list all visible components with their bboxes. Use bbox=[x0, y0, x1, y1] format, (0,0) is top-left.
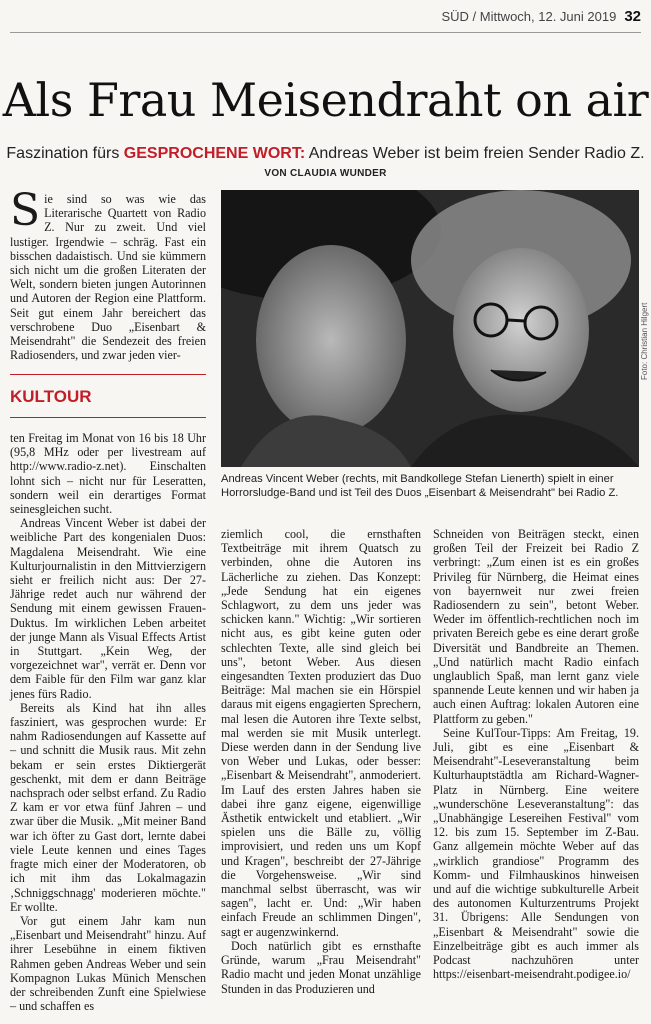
column-3 bbox=[433, 527, 639, 982]
kultour-label: KULTOUR bbox=[10, 387, 92, 406]
author-byline: VON CLAUDIA WUNDER bbox=[264, 168, 387, 179]
tipps-paragraph: Seine KulTour-Tipps: Am Freitag, 19. Juli, gibt es eine „Eisenbart & Meisendraht"-Leseveranstaltung beim Kulturhauptstädtla am Richard-Wagner-Platz in Nürnberg. Eine weitere „wunderschöne Leseveranstaltung": das „Unabhängige Lesereihen Festival" vom 12. bis zum 15. September im Z-Bau. Ganz allgemein möchte Weber auf das „wirklich grandiose" Programm des Komm- und Filmhauskinos hinweisen und auf die wichtige subkulturelle Arbeit des autonomen Kulturzentrums Projekt 31. Übrigens: Alle Sendungen von „Eisenbart & Meisendraht" sowie die Einzelbeiträge gibt es auch immer als Podcast nachzuhören unter https://eisenbart-meisendraht.podigee.io/ bbox=[433, 725, 639, 982]
paragraph: Andreas Vincent Weber ist dabei der weibliche Part des kongenialen Duos: Magdalena Meisendraht. Wie eine Kulturjournalistin in den Mittvierzigern sieht er freilich nicht aus: Der 27-Jährige redet auch nur während der Sendung mit einem gewissen Frauen-Duktus. Im wirklichen Leben arbeitet der junge Mann als Visual Effects Artist in Stuttgart. „Kein Weg, der vorgezeichnet war", verrät er. Denn vor dem Faible für den Film war ganz klar jenes fürs Radio. bbox=[10, 516, 206, 701]
dropcap: S bbox=[10, 185, 41, 236]
photo-credit: Foto: Christian Hilgert bbox=[640, 302, 649, 380]
paragraph: ten Freitag im Monat von 16 bis 18 Uhr (95,8 MHz oder per livestream auf http://www.radio-z.net). Einschalten lohnt sich – nicht nur für Leseratten, sondern weil ein derartiges Format seinesgleichen sucht. bbox=[10, 431, 206, 517]
subline-kicker: GESPROCHENE WORT: bbox=[123, 145, 306, 162]
subline-text: Andreas Weber ist beim freien Sender Radio Z. bbox=[305, 145, 645, 162]
page-header bbox=[0, 8, 641, 30]
column-2 bbox=[221, 527, 421, 996]
paragraph: ziemlich cool, die ernsthaften Textbeiträge mit ihrem Quatsch zu verbinden, ohne die Autoren ins Lächerliche zu ziehen. Das Konzept: „Jede Sendung hat ein eigenes Schlagwort, zu dem uns jeder was schicken kann." Wichtig: „Wir sortieren nicht aus, es gibt keine guten oder schlechten Texte, alle sind gleich bei uns", betont Weber. Aus diesen eingesandten Texten produziert das Duo Beiträge: Mal machen sie ein Hörspiel daraus mit eigens engagierten Sprechern, mal lesen die Autoren ihre Texte selbst, mal werden sie mit Musik unterlegt. Diese werden dann in der Sendung live von Weber und Lukas, oder besser: „Eisenbart & Meisendraht", anmoderiert. Im Lauf des ersten Jahres haben sie dabei ihre ganz eigene, eigenwillige Ästhetik entwickelt und etabliert. „Wir spielen uns die Bälle zu, völlig improvisiert, und reden uns um Kopf und Kragen", beschreibt der 27-Jährige die Vorgehensweise. „Wir sind manchmal selbst überrascht, was wir sagen", lacht er. Und: „Wir haben einfach Freude an schlimmen Dingen", sagt er augenzwinkernd. bbox=[221, 527, 421, 939]
subline bbox=[0, 145, 651, 181]
paragraph: Doch natürlich gibt es ernsthafte Gründe, warum „Frau Meisendraht" Radio macht und jeden Monat unzählige Stunden in das Produzieren und bbox=[221, 938, 421, 996]
subline-prefix: Faszination fürs bbox=[6, 145, 124, 162]
paragraph: Vor gut einem Jahr kam nun „Eisenbart und Meisendraht" hinzu. Auf ihrer Lesebühne in einem fiktiven Rahmen geben Andreas Weber und sein Kompagnon Lukas Münich Menschen der schreibenden Zunft eine Spielwiese – und schaffen es bbox=[10, 913, 206, 1014]
article-photo bbox=[221, 190, 639, 467]
paragraph: Schneiden von Beiträgen steckt, einen großen Teil der Freizeit bei Radio Z verbringt: „Zum einen ist es ein großes Privileg für Nürnberg, die Heimat eines von bayernweit nur zwei freien Radiosendern zu sein", betont Weber. Weder im öffentlich-rechtlichen noch im privaten Bereich gebe es eine derart große Diversität und Bandbreite an Themen. „Und natürlich macht Radio einfach unglaublich Spaß, man lernt ganz viele spannende Leute kennen und wir haben ja auch einen Auftrag: lokalen Autoren eine Plattform zu geben." bbox=[433, 527, 639, 726]
paragraph: Bereits als Kind hat ihn alles fasziniert, was gesprochen wurde: Er nahm Radiosendungen auf Kassette auf – und schnitt die Musik raus. Mit zehn bekam er sein erstes Diktiergerät geschenkt, mit dem er dann Beiträge nachsprach oder selbst erfand. Zu Radio Z kam er vor etwa fünf Jahren – und zwar über die Musik. „Mit meiner Band war ich öfter zu Gast dort, lernte dabei viele Leute kennen und eines Tages fragte mich einer der Moderatoren, ob ich mit ihm das Lokalmagazin ‚Schniggschnagg' moderieren möchte." Er wollte. bbox=[10, 700, 206, 914]
page-number: 32 bbox=[624, 8, 641, 25]
photo-illustration bbox=[221, 190, 639, 467]
lead-paragraph bbox=[10, 185, 206, 363]
kultour-rubric bbox=[10, 374, 206, 418]
header-rule bbox=[10, 32, 641, 33]
lead-text: ie sind so was wie das Literarische Quartett von Radio Z. Nur zu zweit. Und viel lustiger. Irgendwie – schräg. Fast ein bisschen dadaistisch. Und sie kümmern sich nicht um die großen Literaten der Welt, sondern bieten jungen Autorinnen und Autoren der Region eine Plattform. Seit gut einem Jahr bereichert das verschrobene Duo „Eisenbart & Meisendraht" die Sendezeit des freien Radiosenders, und zwar jeden vier- bbox=[10, 192, 206, 363]
column-1-top bbox=[10, 185, 206, 363]
issue-date: SÜD / Mittwoch, 12. Juni 2019 bbox=[441, 9, 617, 24]
photo-caption: Andreas Vincent Weber (rechts, mit Bandkollege Stefan Lienerth) spielt in einer Horrorsludge-Band und ist Teil des Duos „Eisenbart & Meisendraht" bei Radio Z. bbox=[221, 473, 619, 499]
column-1-bottom bbox=[10, 431, 206, 1013]
headline: Als Frau Meisendraht on air bbox=[2, 73, 649, 127]
